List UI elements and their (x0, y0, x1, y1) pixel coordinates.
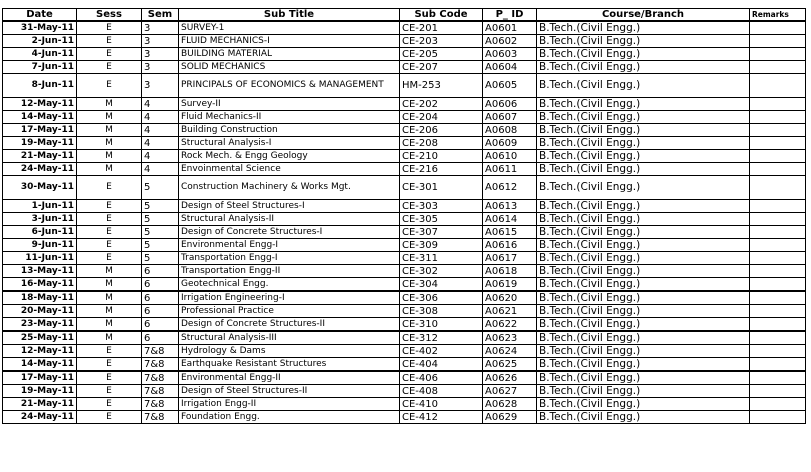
table-row (3, 252, 806, 265)
table-row (3, 398, 806, 411)
cell-course: B.Tech.(Civil Engg.) (537, 239, 750, 252)
cell-course: B.Tech.(Civil Engg.) (537, 61, 750, 74)
cell-code: HM-253 (400, 74, 483, 98)
cell-date: 13-May-11 (3, 265, 77, 278)
cell-course: B.Tech.(Civil Engg.) (537, 213, 750, 226)
cell-date: 11-Jun-11 (3, 252, 77, 265)
cell-title: Structural Analysis-II (179, 213, 400, 226)
cell-pid: A0613 (483, 200, 537, 213)
table-row (3, 74, 806, 98)
table-row (3, 371, 806, 385)
cell-pid: A0620 (483, 291, 537, 305)
cell-remarks (750, 163, 806, 176)
cell-pid: A0610 (483, 150, 537, 163)
cell-pid: A0628 (483, 398, 537, 411)
cell-date: 6-Jun-11 (3, 226, 77, 239)
cell-date: 14-May-11 (3, 358, 77, 372)
cell-code: CE-210 (400, 150, 483, 163)
cell-code: CE-201 (400, 21, 483, 35)
cell-sem: 5 (142, 200, 179, 213)
cell-sem: 3 (142, 35, 179, 48)
cell-pid: A0617 (483, 252, 537, 265)
cell-remarks (750, 291, 806, 305)
cell-code: CE-303 (400, 200, 483, 213)
cell-code: CE-207 (400, 61, 483, 74)
cell-code: CE-208 (400, 137, 483, 150)
cell-sess: M (77, 265, 142, 278)
cell-remarks (750, 252, 806, 265)
table-row (3, 358, 806, 372)
cell-title: Professional Practice (179, 305, 400, 318)
cell-code: CE-304 (400, 278, 483, 292)
cell-date: 20-May-11 (3, 305, 77, 318)
cell-title: BUILDING MATERIAL (179, 48, 400, 61)
cell-course: B.Tech.(Civil Engg.) (537, 278, 750, 292)
cell-date: 4-Jun-11 (3, 48, 77, 61)
cell-remarks (750, 74, 806, 98)
cell-pid: A0608 (483, 124, 537, 137)
cell-remarks (750, 21, 806, 35)
cell-course: B.Tech.(Civil Engg.) (537, 124, 750, 137)
cell-remarks (750, 358, 806, 372)
cell-course: B.Tech.(Civil Engg.) (537, 137, 750, 150)
cell-sess: E (77, 48, 142, 61)
cell-pid: A0611 (483, 163, 537, 176)
cell-sess: E (77, 239, 142, 252)
cell-date: 16-May-11 (3, 278, 77, 292)
cell-title: Irrigation Engg-II (179, 398, 400, 411)
cell-pid: A0618 (483, 265, 537, 278)
cell-sess: M (77, 111, 142, 124)
cell-title: Construction Machinery & Works Mgt. (179, 176, 400, 200)
cell-date: 1-Jun-11 (3, 200, 77, 213)
cell-date: 9-Jun-11 (3, 239, 77, 252)
cell-sem: 4 (142, 98, 179, 111)
cell-title: Design of Steel Structures-I (179, 200, 400, 213)
cell-code: CE-404 (400, 358, 483, 372)
cell-date: 30-May-11 (3, 176, 77, 200)
table-row (3, 48, 806, 61)
header-remarks: Remarks (750, 9, 806, 22)
cell-sem: 4 (142, 137, 179, 150)
cell-sem: 7&8 (142, 345, 179, 358)
exam-schedule-table (2, 8, 806, 424)
cell-date: 8-Jun-11 (3, 74, 77, 98)
cell-sess: M (77, 305, 142, 318)
cell-sem: 4 (142, 111, 179, 124)
cell-sess: E (77, 200, 142, 213)
cell-sem: 6 (142, 318, 179, 332)
cell-sem: 4 (142, 124, 179, 137)
cell-pid: A0606 (483, 98, 537, 111)
cell-pid: A0603 (483, 48, 537, 61)
cell-sem: 3 (142, 48, 179, 61)
table-row (3, 265, 806, 278)
cell-remarks (750, 278, 806, 292)
cell-pid: A0614 (483, 213, 537, 226)
cell-course: B.Tech.(Civil Engg.) (537, 411, 750, 424)
cell-sem: 6 (142, 278, 179, 292)
cell-pid: A0604 (483, 61, 537, 74)
cell-title: Design of Steel Structures-II (179, 385, 400, 398)
header-sub-title: Sub Title (179, 9, 400, 22)
table-row (3, 124, 806, 137)
cell-remarks (750, 213, 806, 226)
cell-course: B.Tech.(Civil Engg.) (537, 35, 750, 48)
cell-course: B.Tech.(Civil Engg.) (537, 291, 750, 305)
cell-remarks (750, 371, 806, 385)
cell-course: B.Tech.(Civil Engg.) (537, 111, 750, 124)
cell-sem: 5 (142, 213, 179, 226)
cell-title: Structural Analysis-I (179, 137, 400, 150)
cell-course: B.Tech.(Civil Engg.) (537, 200, 750, 213)
cell-sem: 6 (142, 265, 179, 278)
cell-date: 24-May-11 (3, 411, 77, 424)
cell-code: CE-412 (400, 411, 483, 424)
cell-sem: 3 (142, 61, 179, 74)
cell-code: CE-402 (400, 345, 483, 358)
cell-title: Transportation Engg-I (179, 252, 400, 265)
table-row (3, 200, 806, 213)
cell-remarks (750, 398, 806, 411)
cell-sess: E (77, 398, 142, 411)
cell-pid: A0627 (483, 385, 537, 398)
cell-title: Earthquake Resistant Structures (179, 358, 400, 372)
cell-sess: M (77, 163, 142, 176)
header-date: Date (3, 9, 77, 22)
cell-title: Irrigation Engineering-I (179, 291, 400, 305)
cell-date: 12-May-11 (3, 345, 77, 358)
cell-sem: 5 (142, 252, 179, 265)
cell-date: 21-May-11 (3, 150, 77, 163)
cell-title: PRINCIPALS OF ECONOMICS & MANAGEMENT (179, 74, 400, 98)
cell-code: CE-308 (400, 305, 483, 318)
cell-sem: 3 (142, 21, 179, 35)
cell-remarks (750, 98, 806, 111)
cell-sem: 6 (142, 305, 179, 318)
cell-title: Environmental Engg-I (179, 239, 400, 252)
cell-sem: 7&8 (142, 371, 179, 385)
cell-code: CE-204 (400, 111, 483, 124)
cell-title: Survey-II (179, 98, 400, 111)
cell-title: Transportation Engg-II (179, 265, 400, 278)
cell-code: CE-206 (400, 124, 483, 137)
cell-sem: 7&8 (142, 411, 179, 424)
header-p-id: P_ ID (483, 9, 537, 22)
cell-remarks (750, 385, 806, 398)
cell-course: B.Tech.(Civil Engg.) (537, 74, 750, 98)
table-row (3, 331, 806, 345)
header-sess: Sess (77, 9, 142, 22)
table-row (3, 137, 806, 150)
cell-remarks (750, 111, 806, 124)
cell-pid: A0615 (483, 226, 537, 239)
table-body (3, 21, 806, 424)
cell-remarks (750, 411, 806, 424)
cell-course: B.Tech.(Civil Engg.) (537, 98, 750, 111)
table-row (3, 305, 806, 318)
cell-sem: 3 (142, 74, 179, 98)
table-row (3, 98, 806, 111)
cell-date: 17-May-11 (3, 124, 77, 137)
header-sem: Sem (142, 9, 179, 22)
cell-code: CE-202 (400, 98, 483, 111)
cell-title: Foundation Engg. (179, 411, 400, 424)
cell-course: B.Tech.(Civil Engg.) (537, 345, 750, 358)
cell-course: B.Tech.(Civil Engg.) (537, 176, 750, 200)
cell-remarks (750, 150, 806, 163)
cell-pid: A0623 (483, 331, 537, 345)
cell-code: CE-310 (400, 318, 483, 332)
cell-course: B.Tech.(Civil Engg.) (537, 21, 750, 35)
cell-remarks (750, 239, 806, 252)
table-row (3, 163, 806, 176)
cell-sess: M (77, 98, 142, 111)
cell-course: B.Tech.(Civil Engg.) (537, 318, 750, 332)
cell-course: B.Tech.(Civil Engg.) (537, 163, 750, 176)
cell-title: Rock Mech. & Engg Geology (179, 150, 400, 163)
table-row (3, 61, 806, 74)
cell-date: 25-May-11 (3, 331, 77, 345)
table-row (3, 239, 806, 252)
table-row (3, 150, 806, 163)
cell-date: 2-Jun-11 (3, 35, 77, 48)
cell-course: B.Tech.(Civil Engg.) (537, 371, 750, 385)
cell-sem: 7&8 (142, 358, 179, 372)
cell-remarks (750, 137, 806, 150)
cell-sess: E (77, 411, 142, 424)
cell-course: B.Tech.(Civil Engg.) (537, 385, 750, 398)
cell-title: Building Construction (179, 124, 400, 137)
cell-pid: A0622 (483, 318, 537, 332)
cell-sess: E (77, 371, 142, 385)
cell-remarks (750, 48, 806, 61)
cell-sem: 4 (142, 163, 179, 176)
cell-sem: 6 (142, 291, 179, 305)
cell-pid: A0616 (483, 239, 537, 252)
cell-sem: 5 (142, 239, 179, 252)
cell-date: 3-Jun-11 (3, 213, 77, 226)
cell-title: Fluid Mechanics-II (179, 111, 400, 124)
cell-sess: E (77, 21, 142, 35)
cell-sess: M (77, 318, 142, 332)
cell-pid: A0619 (483, 278, 537, 292)
cell-sess: M (77, 291, 142, 305)
cell-code: CE-410 (400, 398, 483, 411)
cell-sess: M (77, 124, 142, 137)
cell-title: Structural Analysis-III (179, 331, 400, 345)
table-row (3, 213, 806, 226)
cell-code: CE-309 (400, 239, 483, 252)
cell-course: B.Tech.(Civil Engg.) (537, 331, 750, 345)
cell-code: CE-408 (400, 385, 483, 398)
cell-date: 18-May-11 (3, 291, 77, 305)
cell-code: CE-305 (400, 213, 483, 226)
cell-date: 24-May-11 (3, 163, 77, 176)
cell-remarks (750, 124, 806, 137)
cell-sem: 6 (142, 331, 179, 345)
cell-pid: A0624 (483, 345, 537, 358)
header-sub-code: Sub Code (400, 9, 483, 22)
cell-sem: 5 (142, 176, 179, 200)
cell-sess: E (77, 35, 142, 48)
cell-title: FLUID MECHANICS-I (179, 35, 400, 48)
cell-code: CE-302 (400, 265, 483, 278)
cell-course: B.Tech.(Civil Engg.) (537, 252, 750, 265)
cell-remarks (750, 61, 806, 74)
cell-course: B.Tech.(Civil Engg.) (537, 305, 750, 318)
table-row (3, 278, 806, 292)
cell-pid: A0629 (483, 411, 537, 424)
cell-code: CE-203 (400, 35, 483, 48)
cell-date: 19-May-11 (3, 385, 77, 398)
cell-date: 19-May-11 (3, 137, 77, 150)
cell-remarks (750, 35, 806, 48)
cell-code: CE-307 (400, 226, 483, 239)
cell-remarks (750, 345, 806, 358)
header-row (3, 9, 806, 22)
cell-code: CE-216 (400, 163, 483, 176)
cell-sess: M (77, 278, 142, 292)
cell-remarks (750, 305, 806, 318)
cell-title: SOLID MECHANICS (179, 61, 400, 74)
cell-pid: A0626 (483, 371, 537, 385)
cell-sess: E (77, 176, 142, 200)
cell-code: CE-306 (400, 291, 483, 305)
cell-code: CE-312 (400, 331, 483, 345)
cell-remarks (750, 200, 806, 213)
cell-pid: A0621 (483, 305, 537, 318)
cell-title: Geotechnical Engg. (179, 278, 400, 292)
cell-code: CE-311 (400, 252, 483, 265)
cell-title: Design of Concrete Structures-II (179, 318, 400, 332)
cell-pid: A0625 (483, 358, 537, 372)
table-row (3, 35, 806, 48)
table-row (3, 176, 806, 200)
cell-course: B.Tech.(Civil Engg.) (537, 398, 750, 411)
cell-date: 12-May-11 (3, 98, 77, 111)
cell-course: B.Tech.(Civil Engg.) (537, 150, 750, 163)
cell-sem: 4 (142, 150, 179, 163)
cell-sess: E (77, 61, 142, 74)
table-row (3, 226, 806, 239)
cell-title: Envoinmental Science (179, 163, 400, 176)
cell-date: 14-May-11 (3, 111, 77, 124)
cell-sess: E (77, 213, 142, 226)
table-row (3, 385, 806, 398)
cell-sess: M (77, 331, 142, 345)
cell-remarks (750, 331, 806, 345)
cell-date: 17-May-11 (3, 371, 77, 385)
cell-date: 7-Jun-11 (3, 61, 77, 74)
cell-sess: E (77, 345, 142, 358)
cell-title: Design of Concrete Structures-I (179, 226, 400, 239)
cell-pid: A0605 (483, 74, 537, 98)
cell-sess: E (77, 385, 142, 398)
header-course-branch: Course/Branch (537, 9, 750, 22)
cell-date: 21-May-11 (3, 398, 77, 411)
cell-sess: E (77, 252, 142, 265)
cell-sess: M (77, 150, 142, 163)
cell-sess: E (77, 358, 142, 372)
cell-sem: 5 (142, 226, 179, 239)
cell-code: CE-301 (400, 176, 483, 200)
cell-pid: A0601 (483, 21, 537, 35)
cell-title: SURVEY-1 (179, 21, 400, 35)
cell-pid: A0612 (483, 176, 537, 200)
cell-date: 23-May-11 (3, 318, 77, 332)
table-row (3, 345, 806, 358)
cell-pid: A0602 (483, 35, 537, 48)
cell-remarks (750, 318, 806, 332)
cell-remarks (750, 226, 806, 239)
cell-title: Hydrology & Dams (179, 345, 400, 358)
cell-course: B.Tech.(Civil Engg.) (537, 226, 750, 239)
table-row (3, 411, 806, 424)
cell-pid: A0609 (483, 137, 537, 150)
cell-sess: E (77, 226, 142, 239)
cell-date: 31-May-11 (3, 21, 77, 35)
cell-sess: M (77, 137, 142, 150)
table-row (3, 21, 806, 35)
cell-code: CE-205 (400, 48, 483, 61)
table-row (3, 318, 806, 332)
table-row (3, 111, 806, 124)
cell-course: B.Tech.(Civil Engg.) (537, 48, 750, 61)
cell-sem: 7&8 (142, 385, 179, 398)
cell-course: B.Tech.(Civil Engg.) (537, 265, 750, 278)
cell-remarks (750, 265, 806, 278)
table-row (3, 291, 806, 305)
cell-sess: E (77, 74, 142, 98)
cell-code: CE-406 (400, 371, 483, 385)
cell-title: Environmental Engg-II (179, 371, 400, 385)
cell-remarks (750, 176, 806, 200)
cell-course: B.Tech.(Civil Engg.) (537, 358, 750, 372)
cell-pid: A0607 (483, 111, 537, 124)
cell-sem: 7&8 (142, 398, 179, 411)
